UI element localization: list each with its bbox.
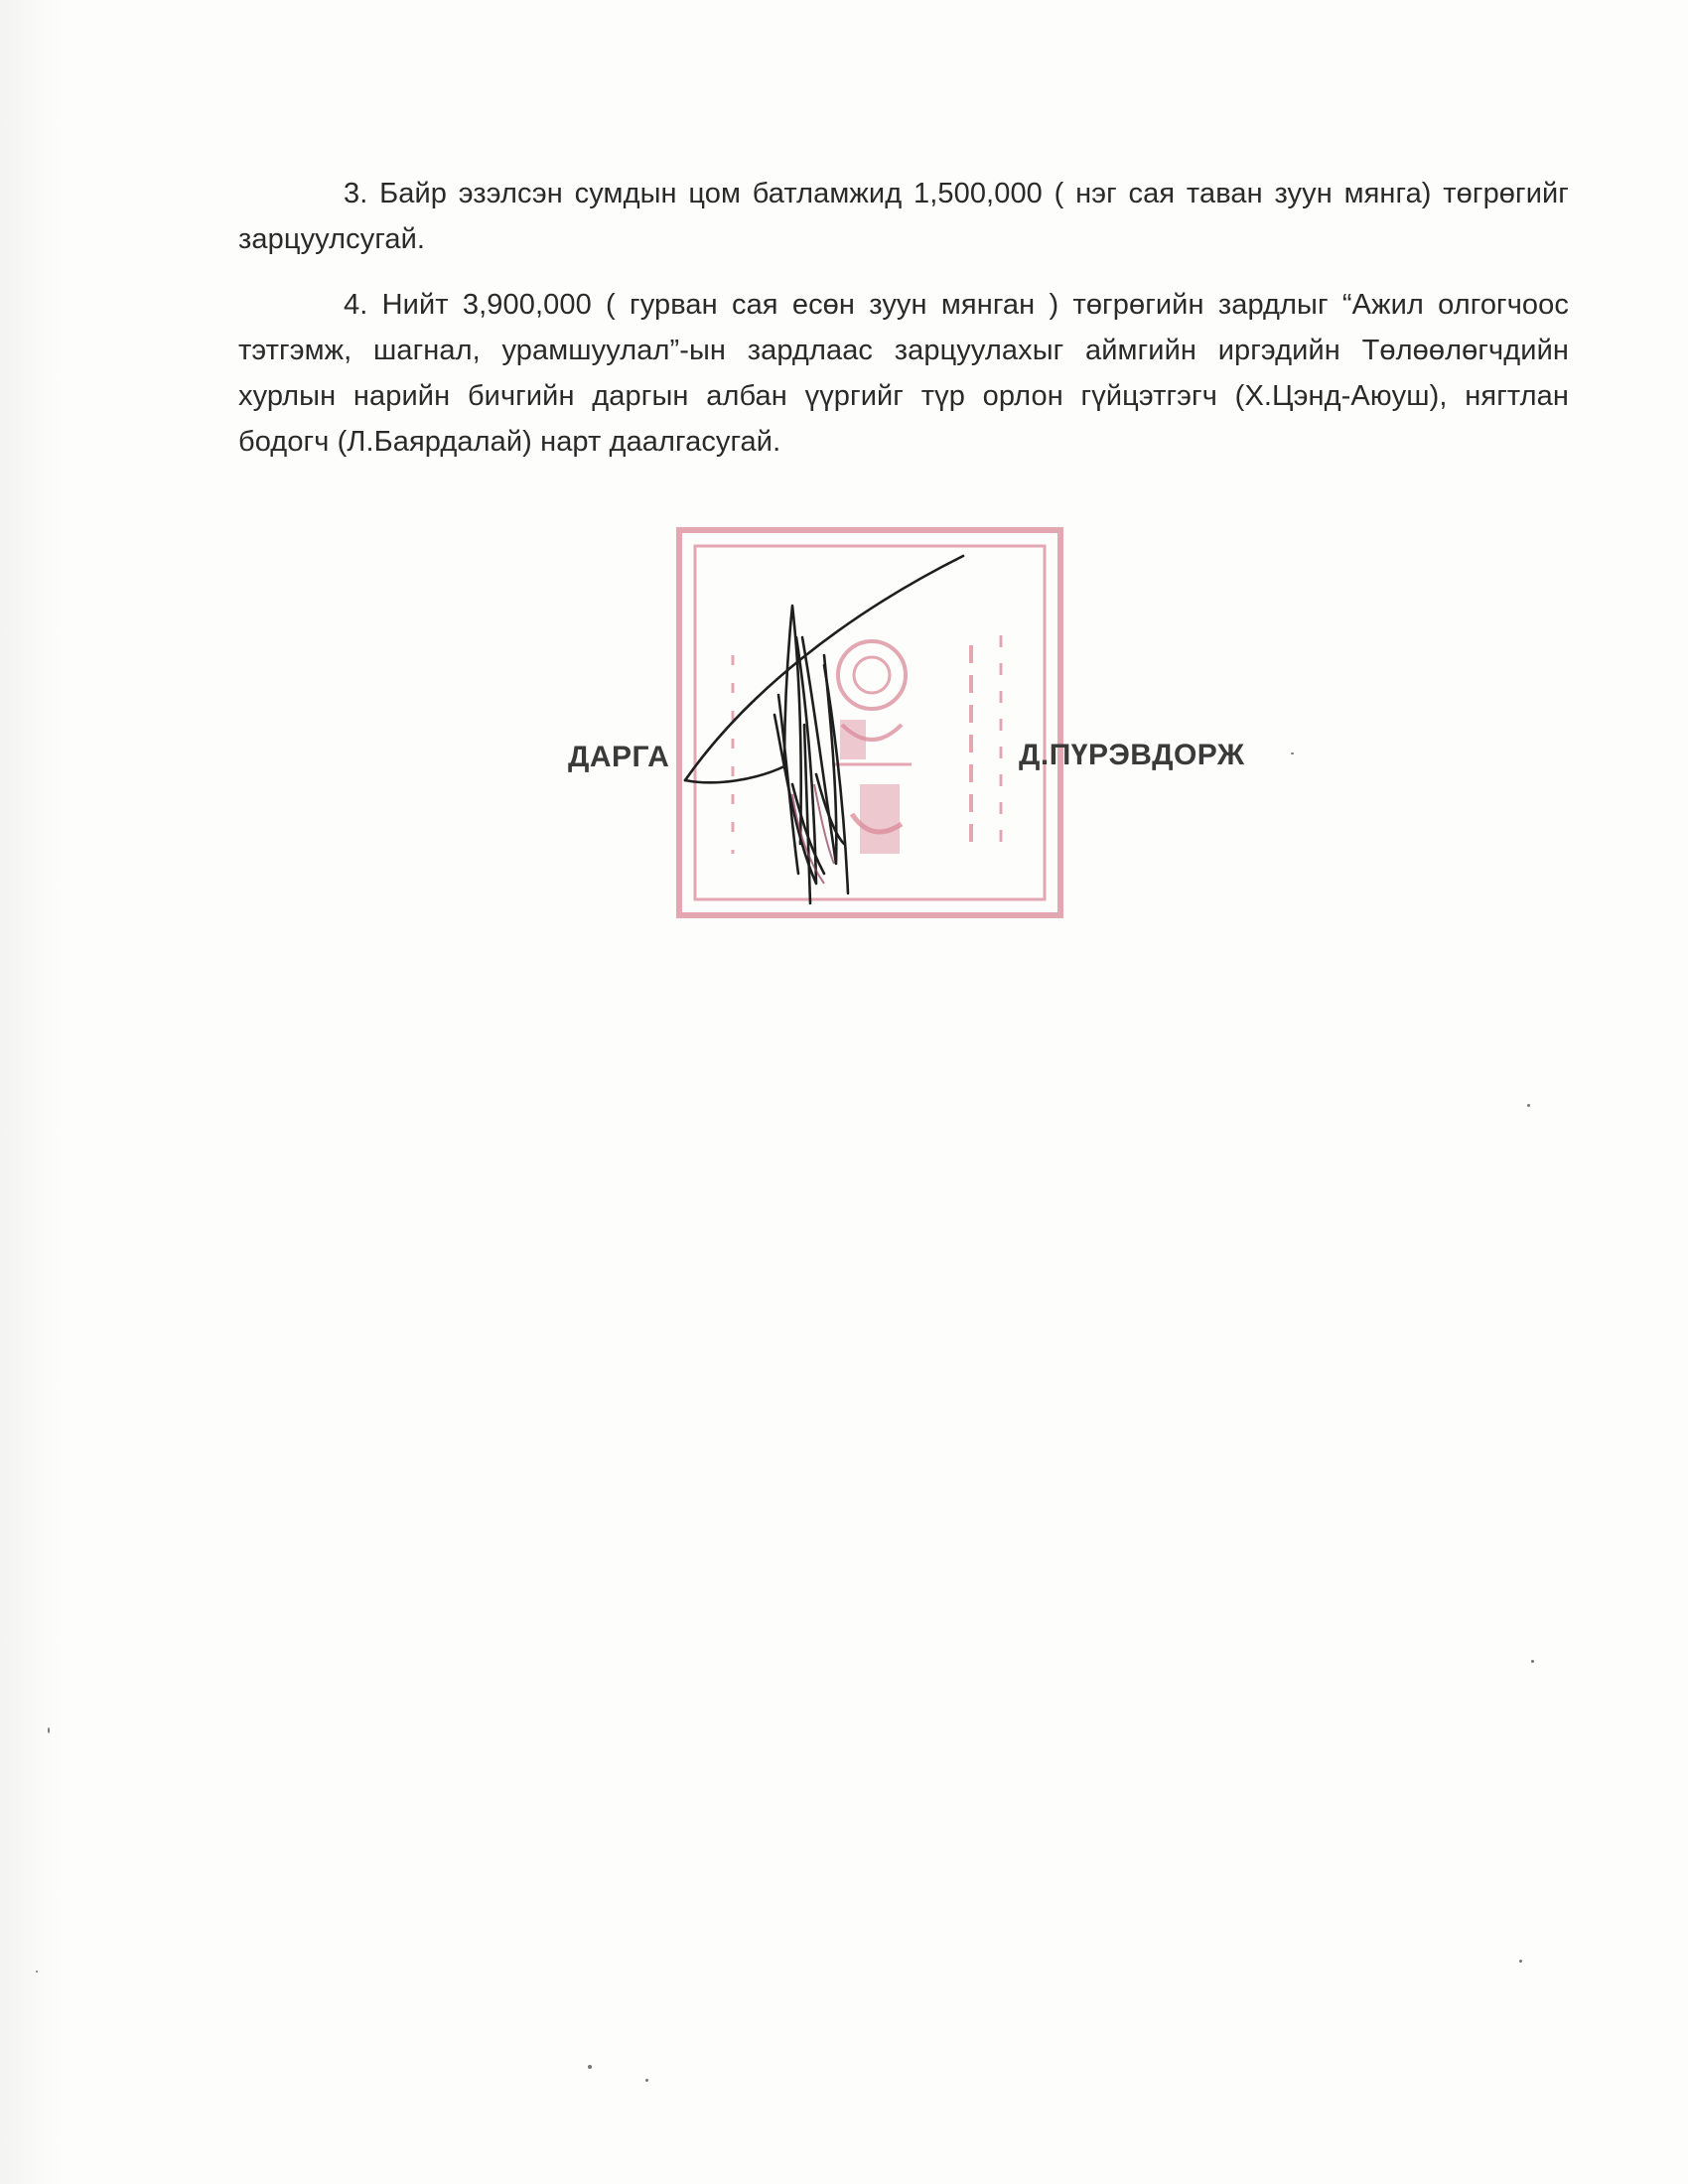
scan-speck — [1291, 752, 1294, 754]
scan-speck — [645, 2079, 648, 2082]
signatory-name: Д.ПҮРЭВДОРЖ — [1019, 739, 1245, 771]
scan-edge-shading — [0, 0, 60, 2184]
scan-speck — [1519, 1960, 1522, 1963]
signature-title: ДАРГА — [568, 741, 670, 773]
scan-speck — [588, 2065, 592, 2069]
signature-block — [556, 526, 1331, 933]
paragraph-4-text: 4. Нийт 3,900,000 ( гурван сая есөн зуун мянган ) төгрөгийн зардлыг “Ажил олгогчоос тэтгэмж, шагнал, урамшуулал”-ын зардлаас зарцуулахыг аймгийн иргэдийн Төлөөлөгчдийн хурлын нарийн бичгийн даргын албан үүргийг түр орлон гүйцэтгэгч (Х.Цэнд-Аюуш), нягтлан бодогч (Л.Баярдалай) нарт даалгасугай. — [238, 289, 1569, 458]
paragraph-item-4 — [238, 282, 1569, 465]
paragraph-3-text: 3. Байр эзэлсэн сумдын цом батламжид 1,500,000 ( нэг сая таван зуун мянга) төгрөгийг зарцуулсугай. — [238, 178, 1569, 255]
paragraph-item-3 — [238, 171, 1569, 262]
handwritten-signature-icon — [675, 546, 1072, 933]
scan-speck — [1531, 1660, 1534, 1663]
scan-speck — [1527, 1104, 1530, 1107]
scan-speck — [36, 1971, 38, 1973]
scan-speck — [48, 1727, 50, 1733]
